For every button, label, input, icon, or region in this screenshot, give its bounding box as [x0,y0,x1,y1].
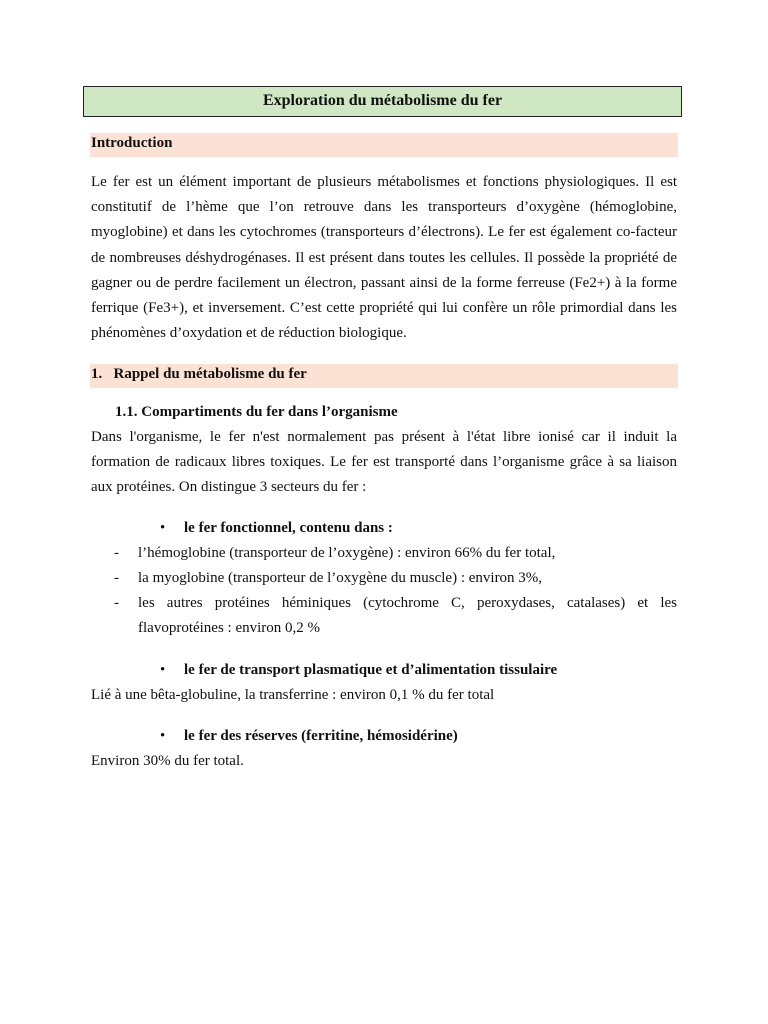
bullet-fer-transport [160,660,557,680]
bullet-icon: • [160,728,166,744]
list-item [114,566,677,591]
functional-iron-list [114,541,677,641]
bullet-icon: • [160,520,166,536]
list-item-text: la myoglobine (transporteur de l’oxygène du muscle) : environ 3%, [138,570,543,586]
bullet-fer-reserves [160,726,458,746]
document-title: Exploration du métabolisme du fer [83,86,682,117]
dash-icon: - [114,545,119,561]
bullet-label: le fer fonctionnel, contenu dans : [184,520,393,536]
section-heading-introduction: Introduction [90,133,678,157]
section-heading-rappel: 1. Rappel du métabolisme du fer [90,364,678,388]
dash-icon: - [114,595,119,611]
list-item-text: l’hémoglobine (transporteur de l’oxygène) : environ 66% du fer total, [138,545,556,561]
bullet-icon: • [160,662,166,678]
transport-paragraph: Lié à une bêta-globuline, la transferrine : environ 0,1 % du fer total [91,687,495,703]
list-item [114,541,677,566]
dash-icon: - [114,570,119,586]
bullet-fer-fonctionnel [160,518,393,538]
list-item [114,591,677,641]
subsection-heading-compartiments: 1.1. Compartiments du fer dans l’organisme [115,404,398,420]
bullet-label: le fer des réserves (ferritine, hémosidérine) [184,728,458,744]
reserves-paragraph: Environ 30% du fer total. [91,753,244,769]
bullet-label: le fer de transport plasmatique et d’alimentation tissulaire [184,662,558,678]
intro-paragraph: Le fer est un élément important de plusieurs métabolismes et fonctions physiologiques. Il est constitutif de l’hème que l’on retrouve dans les transporteurs d’oxygène (hémoglobine, myoglobine) et dans les cytochromes (transporteurs d’électrons). Le fer est également co-facteur de nombreuses déshydrogénases. Il est présent dans toutes les cellules. Il possède la propriété de gagner ou de perdre facilement un électron, passant ainsi de la forme ferreuse (Fe2+) à la forme ferrique (Fe3+), et inversement. C’est cette propriété qui lui confère un rôle primordial dans les phénomènes d’oxydation et de réduction biologique. [91,174,677,342]
list-item-text: les autres protéines héminiques (cytochrome C, peroxydases, catalases) et les flavoprotéines : environ 0,2 % [138,595,677,636]
compartiments-paragraph: Dans l'organisme, le fer n'est normalement pas présent à l'état libre ionisé car il induit la formation de radicaux libres toxiques. Le fer est transporté dans l’organisme grâce à sa liaison aux protéines. On distingue 3 secteurs du fer : [91,429,677,496]
